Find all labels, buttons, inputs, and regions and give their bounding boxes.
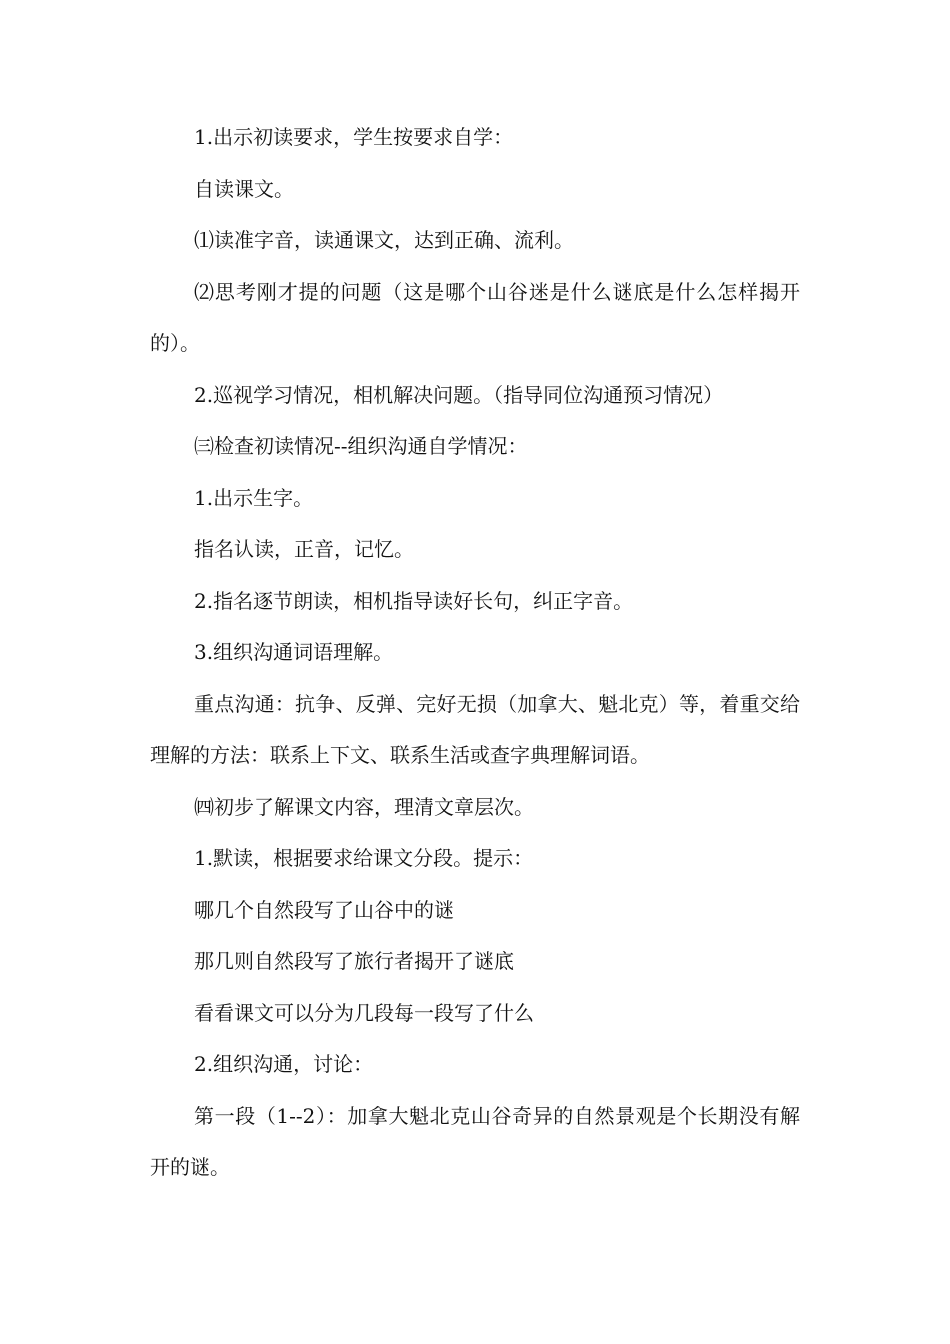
paragraph-18: 第一段（1--2）：加拿大魁北克山谷奇异的自然景观是个长期没有解开的谜。 [150,1103,800,1179]
paragraph-7: 1.出示生字。 [194,485,314,510]
paragraph-3: ⑴读准字音，读通课文，达到正确、流利。 [194,228,574,252]
paragraph-1: 1.出示初读要求，学生按要求自学： [194,125,514,149]
paragraph-11: 重点沟通：抗争、反弹、完好无损（加拿大、魁北克）等，着重交给理解的方法：联系上下文、联系生活或查字典理解词语。 [150,691,800,767]
paragraph-6: ㈢检查初读情况--组织沟通自学情况： [194,434,528,458]
paragraph-12: ㈣初步了解课文内容，理清文章层次。 [194,794,534,819]
paragraph-17: 2.组织沟通，讨论： [194,1052,374,1076]
paragraph-9: 2.指名逐节朗读，相机指导读好长句，纠正字音。 [194,588,634,613]
paragraph-15: 那几则自然段写了旅行者揭开了谜底 [194,949,514,973]
paragraph-4: ⑵思考刚才提的问题（这是哪个山谷迷是什么谜底是什么怎样揭开的）。 [150,279,800,355]
document-body [150,112,800,1194]
paragraph-8: 指名认读，正音，记忆。 [194,537,414,561]
paragraph-2: 自读课文。 [194,176,294,201]
paragraph-14: 哪几个自然段写了山谷中的谜 [194,897,454,922]
paragraph-10: 3.组织沟通词语理解。 [194,640,394,664]
paragraph-5: 2.巡视学习情况，相机解决问题。（指导同位沟通预习情况） [194,382,724,407]
paragraph-16: 看看课文可以分为几段每一段写了什么 [194,1000,534,1025]
paragraph-13: 1.默读，根据要求给课文分段。提示： [194,846,534,870]
